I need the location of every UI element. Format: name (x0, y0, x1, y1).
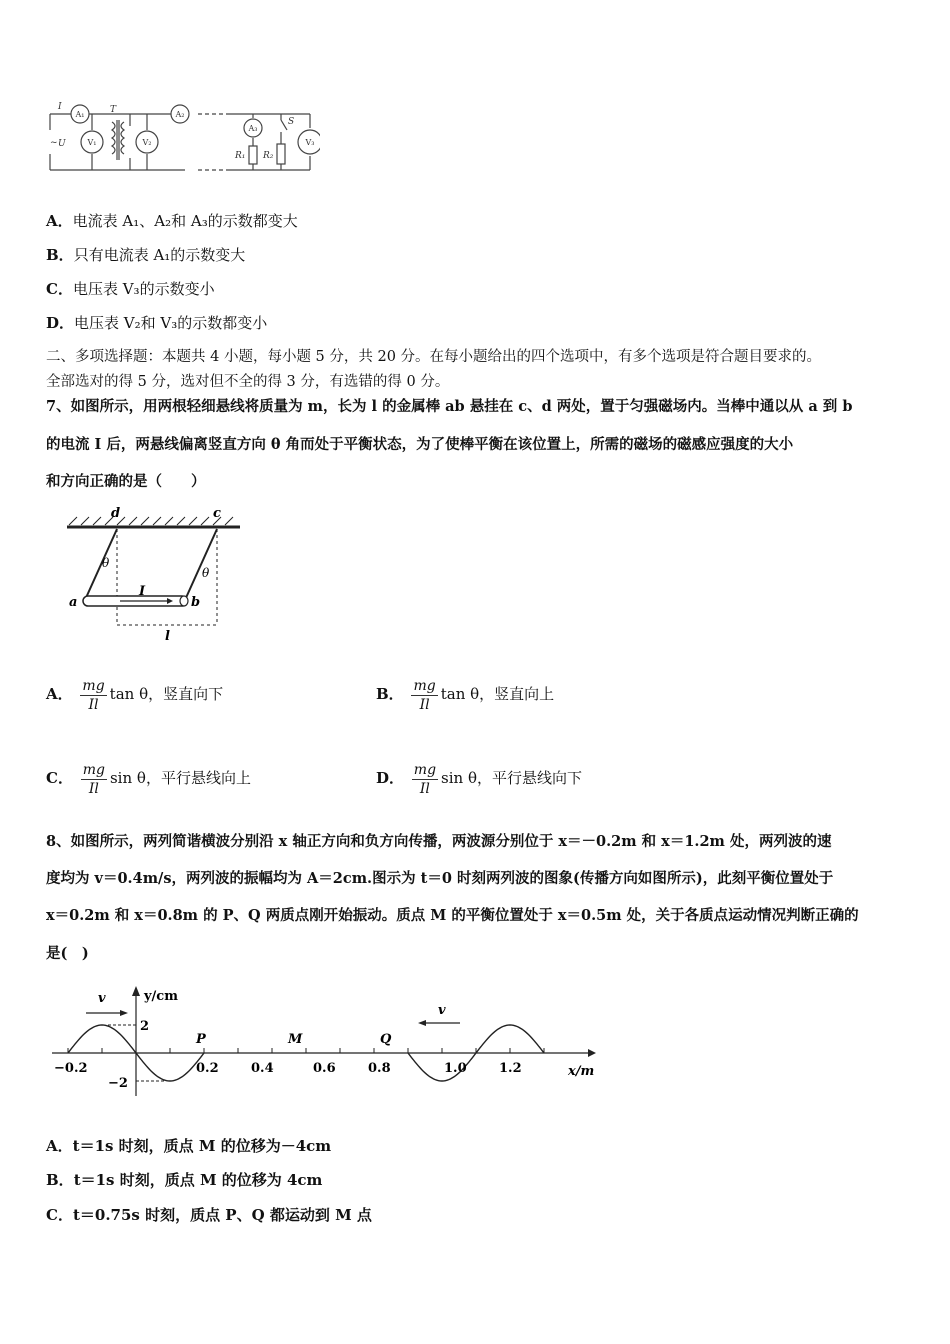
option-text: ，平行悬线向上 (145, 769, 251, 787)
section2-line2: 全部选对的得 5 分，选对但不全的得 3 分，有选错的得 0 分。 (46, 374, 450, 390)
svg-text:~: ~ (50, 138, 58, 148)
q8-stem-line4: 是( ) (46, 945, 89, 962)
option-text: 电压表 V₃的示数变小 (72, 280, 215, 298)
x-axis-arrow (588, 1049, 596, 1057)
q7-figure (55, 505, 250, 645)
circuit-label-t: T (110, 105, 117, 115)
q8-option-b[interactable] (46, 1170, 322, 1190)
point-label-q: Q (380, 1032, 392, 1047)
fraction-denominator: Il (419, 780, 430, 797)
fig-label-l: l (165, 629, 170, 644)
trig-function: tan θ (440, 685, 480, 703)
option-label: A． (46, 685, 73, 703)
q7-option-b[interactable] (376, 674, 554, 714)
fig-label-d: d (111, 506, 121, 521)
fig-label-c: c (213, 506, 221, 521)
option-text: 只有电流表 A₁的示数变大 (73, 246, 246, 264)
option-label: D． (376, 769, 405, 787)
fig-label-b: b (191, 595, 201, 610)
option-text: 电压表 V₂和 V₃的示数都变小 (74, 314, 268, 332)
x-tick-label: 0.2 (196, 1061, 219, 1076)
option-text: t＝1s 时刻，质点 M 的位移为 4cm (73, 1171, 323, 1189)
option-label: D． (46, 314, 75, 332)
x-tick-label: 1.0 (444, 1061, 467, 1076)
option-label: B． (46, 1171, 74, 1189)
q8-option-a[interactable] (46, 1136, 331, 1156)
x-tick-label: 0.8 (368, 1061, 391, 1076)
fraction (81, 761, 107, 798)
x-tick-label: 0.4 (251, 1061, 274, 1076)
option-label: C． (46, 769, 73, 787)
q8-stem-line3: x＝0.2m 和 x＝0.8m 的 P、Q 两质点刚开始振动。质点 M 的平衡位置处于 x＝0.5m 处，关于各质点运动情况判断正确的 (46, 907, 859, 924)
trig-function: sin θ (109, 769, 146, 787)
fraction-denominator: Il (88, 696, 99, 713)
fig-label-theta-right: θ (202, 566, 210, 580)
option-text: ，竖直向上 (479, 685, 555, 703)
q7-stem-line1: 7、如图所示，用两根轻细悬线将质量为 m，长为 l 的金属棒 ab 悬挂在 c、d 两处，置于匀强磁场内。当棒中通以从 a 到 b (46, 398, 853, 415)
q6-option-a[interactable] (46, 211, 298, 231)
x-tick-label: −0.2 (54, 1061, 88, 1076)
fraction (80, 677, 106, 714)
y-axis-label: y/cm (144, 989, 178, 1004)
q8-option-c[interactable] (46, 1205, 372, 1225)
fraction-denominator: Il (419, 696, 430, 713)
option-text: t＝0.75s 时刻，质点 P、Q 都运动到 M 点 (72, 1206, 372, 1224)
circuit-label-r1: R₁ (235, 151, 246, 161)
fraction-numerator: mg (82, 677, 105, 694)
ammeter-a3-label: A₃ (248, 124, 258, 133)
q7-option-a[interactable] (46, 674, 223, 714)
q7-stem-line2: 的电流 I 后，两悬线偏离竖直方向 θ 角而处于平衡状态，为了使棒平衡在该位置上，所需的磁场的磁感应强度的大小 (46, 436, 794, 453)
fig-label-theta-left: θ (102, 556, 110, 570)
voltmeter-v2-label: V₂ (142, 138, 152, 147)
q8-stem-line1: 8、如图所示，两列简谐横波分别沿 x 轴正方向和负方向传播，两波源分别位于 x＝－0.2m 和 x＝1.2m 处，两列波的速 (46, 833, 832, 850)
y-axis-arrow (132, 986, 140, 996)
q7-stem-line3: 和方向正确的是（ ） (46, 473, 206, 490)
y-tick-label: 2 (140, 1019, 150, 1034)
voltmeter-v3-label: V₃ (305, 138, 315, 147)
circuit-label-u: U (58, 139, 66, 149)
option-text: 电流表 A₁、A₂和 A₃的示数都变大 (72, 212, 298, 230)
ammeter-a2-label: A₂ (175, 110, 185, 119)
option-text: t＝1s 时刻，质点 M 的位移为－4cm (72, 1137, 332, 1155)
fig-label-i: I (139, 584, 146, 599)
point-label-m: M (288, 1032, 303, 1047)
velocity-label-left: v (98, 991, 106, 1006)
y-tick-label: −2 (108, 1076, 128, 1091)
circuit-label-s: S (288, 117, 295, 127)
trig-function: sin θ (441, 769, 478, 787)
velocity-label-right: v (438, 1003, 446, 1018)
option-label: A． (46, 1137, 73, 1155)
fraction-numerator: mg (413, 677, 436, 694)
q7-option-d[interactable] (376, 758, 582, 798)
circuit-diagram (40, 100, 320, 180)
option-label: C． (46, 280, 73, 298)
circuit-label-r2: R₂ (263, 151, 274, 161)
option-label: A． (46, 212, 73, 230)
velocity-arrowhead-right (418, 1020, 426, 1026)
circuit-label-i: I (58, 102, 62, 112)
fraction (412, 761, 438, 798)
voltmeter-v1-label: V₁ (87, 138, 97, 147)
velocity-arrowhead-left (120, 1010, 128, 1016)
option-text: ，平行悬线向下 (477, 769, 583, 787)
fraction-numerator: mg (413, 761, 437, 778)
x-tick-label: 1.2 (499, 1061, 522, 1076)
point-label-p: P (196, 1032, 206, 1047)
x-tick-label: 0.6 (313, 1061, 336, 1076)
fraction-denominator: Il (88, 780, 99, 797)
q6-option-b[interactable] (46, 245, 245, 265)
section2-line1: 二、多项选择题：本题共 4 小题，每小题 5 分，共 20 分。在每小题给出的四个选项中，有多个选项是符合题目要求的。 (46, 349, 822, 365)
x-axis-label: x/m (568, 1064, 595, 1079)
ammeter-a1-label: A₁ (75, 110, 85, 119)
fraction-numerator: mg (82, 761, 105, 778)
q8-stem-line2: 度均为 v＝0.4m/s，两列波的振幅均为 A＝2cm.图示为 t＝0 时刻两列波的图象(传播方向如图所示)，此刻平衡位置处于 (46, 870, 834, 887)
q6-option-c[interactable] (46, 279, 215, 299)
option-label: B． (46, 246, 74, 264)
trig-function: tan θ (109, 685, 149, 703)
option-label: B． (376, 685, 404, 703)
wave-chart (40, 980, 600, 1098)
fraction (411, 677, 437, 714)
q6-option-d[interactable] (46, 313, 267, 333)
option-text: ，竖直向下 (148, 685, 224, 703)
q7-option-c[interactable] (46, 758, 251, 798)
fig-label-a: a (69, 595, 78, 610)
option-label: C． (46, 1206, 73, 1224)
